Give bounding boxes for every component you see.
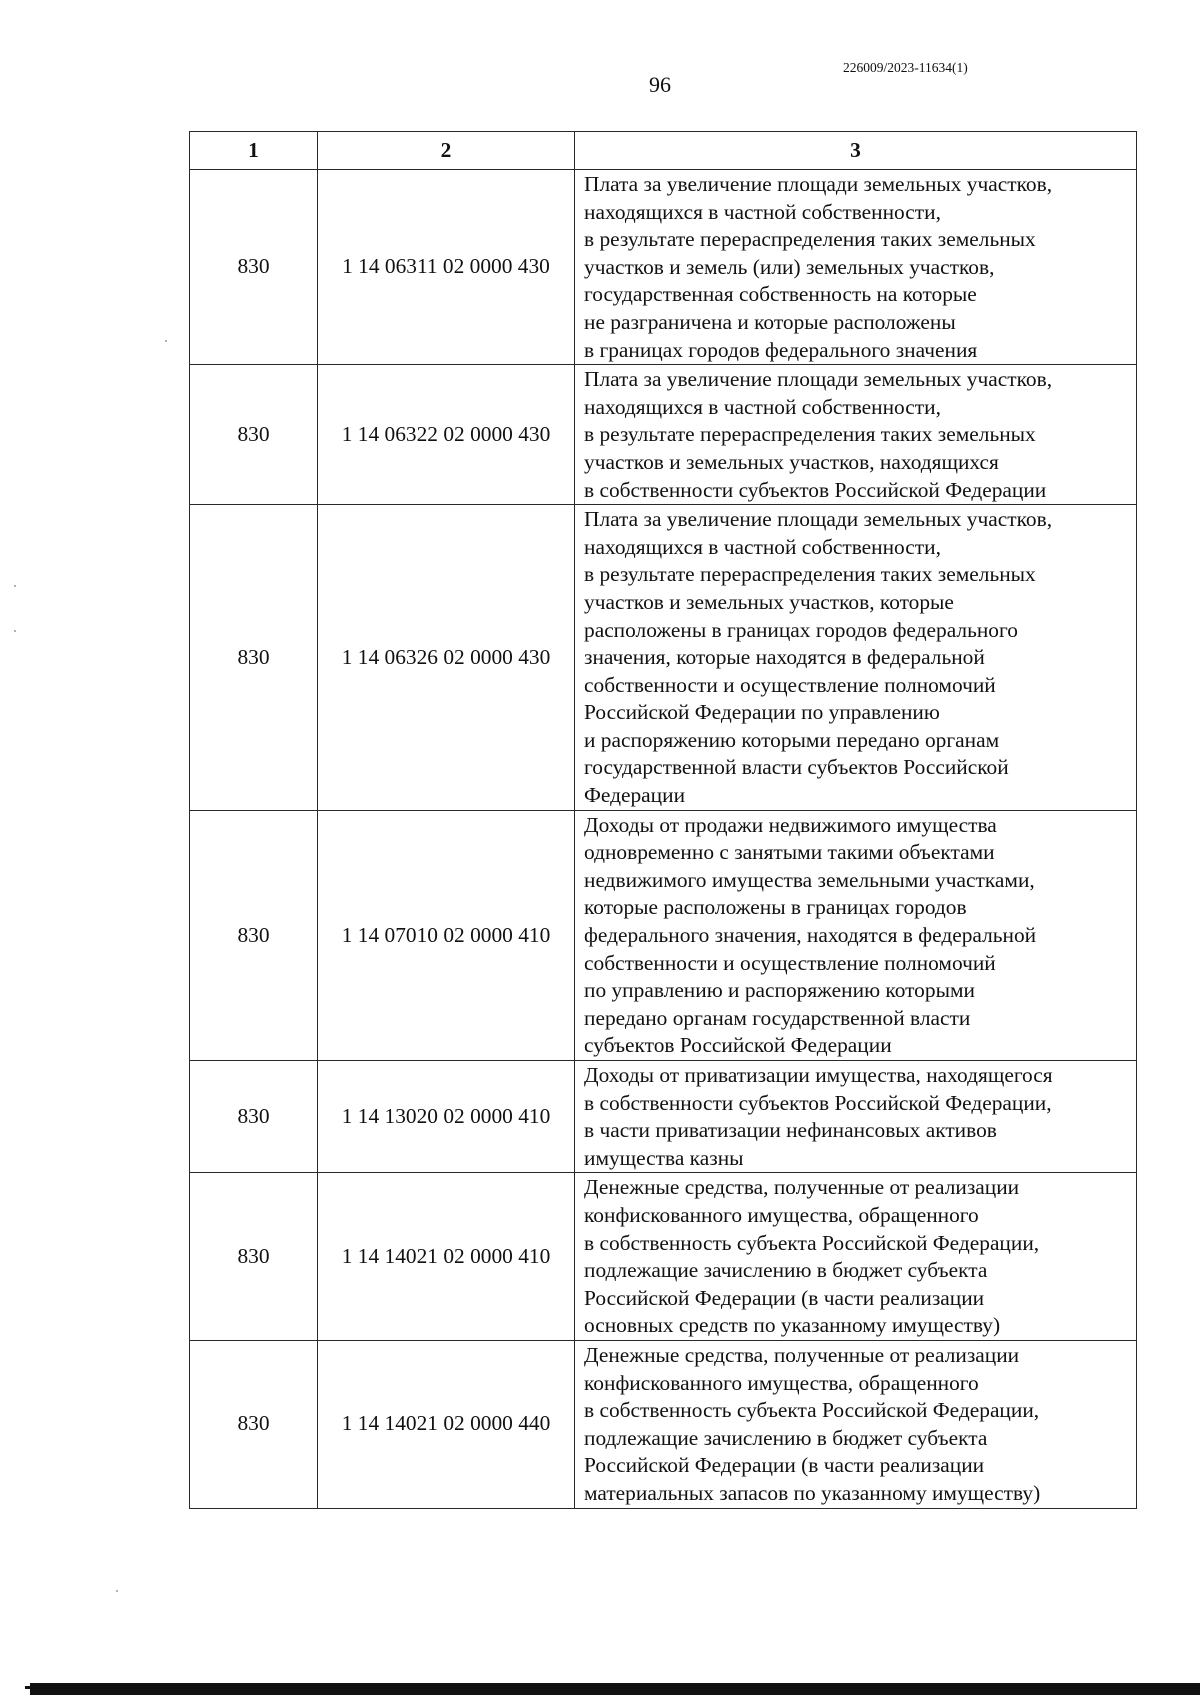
page-number: 96 — [649, 72, 671, 97]
description-line: участков и земельных участков, находящихся — [584, 449, 999, 474]
description-line: в собственность субъекта Российской Федерации, — [584, 1398, 1040, 1423]
description-line: в результате перераспределения таких земельных — [584, 422, 1036, 447]
budget-classification-code-cell: 1 14 06326 02 0000 430 — [318, 505, 575, 811]
description-line: Денежные средства, полученные от реализации — [584, 1175, 1020, 1200]
column-header-1: 1 — [190, 132, 318, 170]
scan-speck — [14, 630, 16, 632]
description-line: в собственности субъектов Российской Федерации, — [584, 1090, 1052, 1115]
table-body — [190, 170, 1137, 1509]
description-line: государственной власти субъектов Российской — [584, 755, 1009, 780]
description-line: Плата за увеличение площади земельных участков, — [584, 507, 1053, 532]
table-row — [190, 1061, 1137, 1173]
revenue-classification-table — [189, 131, 1137, 1509]
budget-classification-code-cell: 1 14 13020 02 0000 410 — [318, 1061, 575, 1173]
description-line: Российской Федерации (в части реализации — [584, 1285, 985, 1310]
description-line: государственная собственность на которые — [584, 282, 977, 307]
description-line: собственности и осуществление полномочий — [584, 672, 996, 697]
description-line: имущества казны — [584, 1145, 744, 1170]
scan-edge-bar — [30, 1683, 1200, 1695]
description-line: находящихся в частной собственности, — [584, 394, 941, 419]
revenue-description-cell — [575, 810, 1137, 1060]
description-line: участков и земельных участков, которые — [584, 589, 954, 614]
description-line: Плата за увеличение площади земельных участков, — [584, 367, 1053, 392]
description-line: недвижимого имущества земельными участками, — [584, 867, 1035, 892]
description-line: в результате перераспределения таких земельных — [584, 227, 1036, 252]
description-line: участков и земель (или) земельных участков, — [584, 254, 995, 279]
column-header-3: 3 — [575, 132, 1137, 170]
description-line: Плата за увеличение площади земельных участков, — [584, 172, 1053, 196]
description-line: по управлению и распоряжению которыми — [584, 978, 975, 1003]
description-line: Доходы от продажи недвижимого имущества — [584, 812, 997, 837]
revenue-description-cell — [575, 1340, 1137, 1508]
budget-classification-code-cell: 1 14 14021 02 0000 410 — [318, 1173, 575, 1341]
admin-code-cell: 830 — [190, 365, 318, 505]
description-line: в собственности субъектов Российской Федерации — [584, 477, 1047, 502]
revenue-description-cell — [575, 170, 1137, 365]
description-line: конфискованного имущества, обращенного — [584, 1202, 979, 1227]
description-line: в результате перераспределения таких земельных — [584, 562, 1036, 587]
admin-code-cell: 830 — [190, 1173, 318, 1341]
admin-code-cell: 830 — [190, 170, 318, 365]
scan-speck — [165, 340, 167, 342]
budget-classification-code-cell: 1 14 06322 02 0000 430 — [318, 365, 575, 505]
description-line: расположены в границах городов федерального — [584, 617, 1018, 642]
description-line: которые расположены в границах городов — [584, 895, 967, 920]
revenue-description-cell — [575, 1173, 1137, 1341]
table-row — [190, 505, 1137, 811]
description-line: не разграничена и которые расположены — [584, 309, 956, 334]
admin-code-cell: 830 — [190, 1061, 318, 1173]
column-header-2: 2 — [318, 132, 575, 170]
revenue-description-cell — [575, 505, 1137, 811]
table-row — [190, 1340, 1137, 1508]
admin-code-cell: 830 — [190, 810, 318, 1060]
description-line: подлежащие зачислению в бюджет субъекта — [584, 1258, 988, 1283]
description-line: в собственность субъекта Российской Федерации, — [584, 1230, 1040, 1255]
table-header-row — [190, 132, 1137, 170]
description-line: подлежащие зачислению в бюджет субъекта — [584, 1425, 988, 1450]
description-line: собственности и осуществление полномочий — [584, 950, 996, 975]
description-line: федерального значения, находятся в федеральной — [584, 923, 1037, 948]
budget-classification-code-cell: 1 14 07010 02 0000 410 — [318, 810, 575, 1060]
table-row — [190, 810, 1137, 1060]
description-line: Федерации — [584, 783, 686, 808]
revenue-description-cell — [575, 1061, 1137, 1173]
admin-code-cell: 830 — [190, 505, 318, 811]
revenue-description-cell — [575, 365, 1137, 505]
budget-classification-code-cell: 1 14 06311 02 0000 430 — [318, 170, 575, 365]
scan-speck — [14, 585, 16, 587]
description-line: в части приватизации нефинансовых активов — [584, 1118, 997, 1143]
table-row — [190, 170, 1137, 365]
table-row — [190, 1173, 1137, 1341]
description-line: субъектов Российской Федерации — [584, 1033, 892, 1058]
description-line: Денежные средства, полученные от реализации — [584, 1342, 1020, 1367]
description-line: конфискованного имущества, обращенного — [584, 1370, 979, 1395]
description-line: Российской Федерации по управлению — [584, 700, 940, 725]
document-id: 226009/2023-11634(1) — [843, 60, 968, 75]
description-line: в границах городов федерального значения — [584, 337, 978, 362]
table-row — [190, 365, 1137, 505]
description-line: значения, которые находятся в федеральной — [584, 645, 985, 670]
description-line: передано органам государственной власти — [584, 1005, 971, 1030]
scan-speck — [116, 1590, 118, 1592]
admin-code-cell: 830 — [190, 1340, 318, 1508]
description-line: Доходы от приватизации имущества, находящегося — [584, 1063, 1053, 1087]
budget-classification-code-cell: 1 14 14021 02 0000 440 — [318, 1340, 575, 1508]
description-line: одновременно с занятыми такими объектами — [584, 840, 995, 865]
description-line: и распоряжению которыми передано органам — [584, 727, 1000, 752]
description-line: Российской Федерации (в части реализации — [584, 1453, 985, 1478]
description-line: основных средств по указанному имуществу) — [584, 1313, 1001, 1338]
description-line: находящихся в частной собственности, — [584, 534, 941, 559]
description-line: находящихся в частной собственности, — [584, 199, 941, 224]
description-line: материальных запасов по указанному имуществу) — [584, 1480, 1041, 1505]
